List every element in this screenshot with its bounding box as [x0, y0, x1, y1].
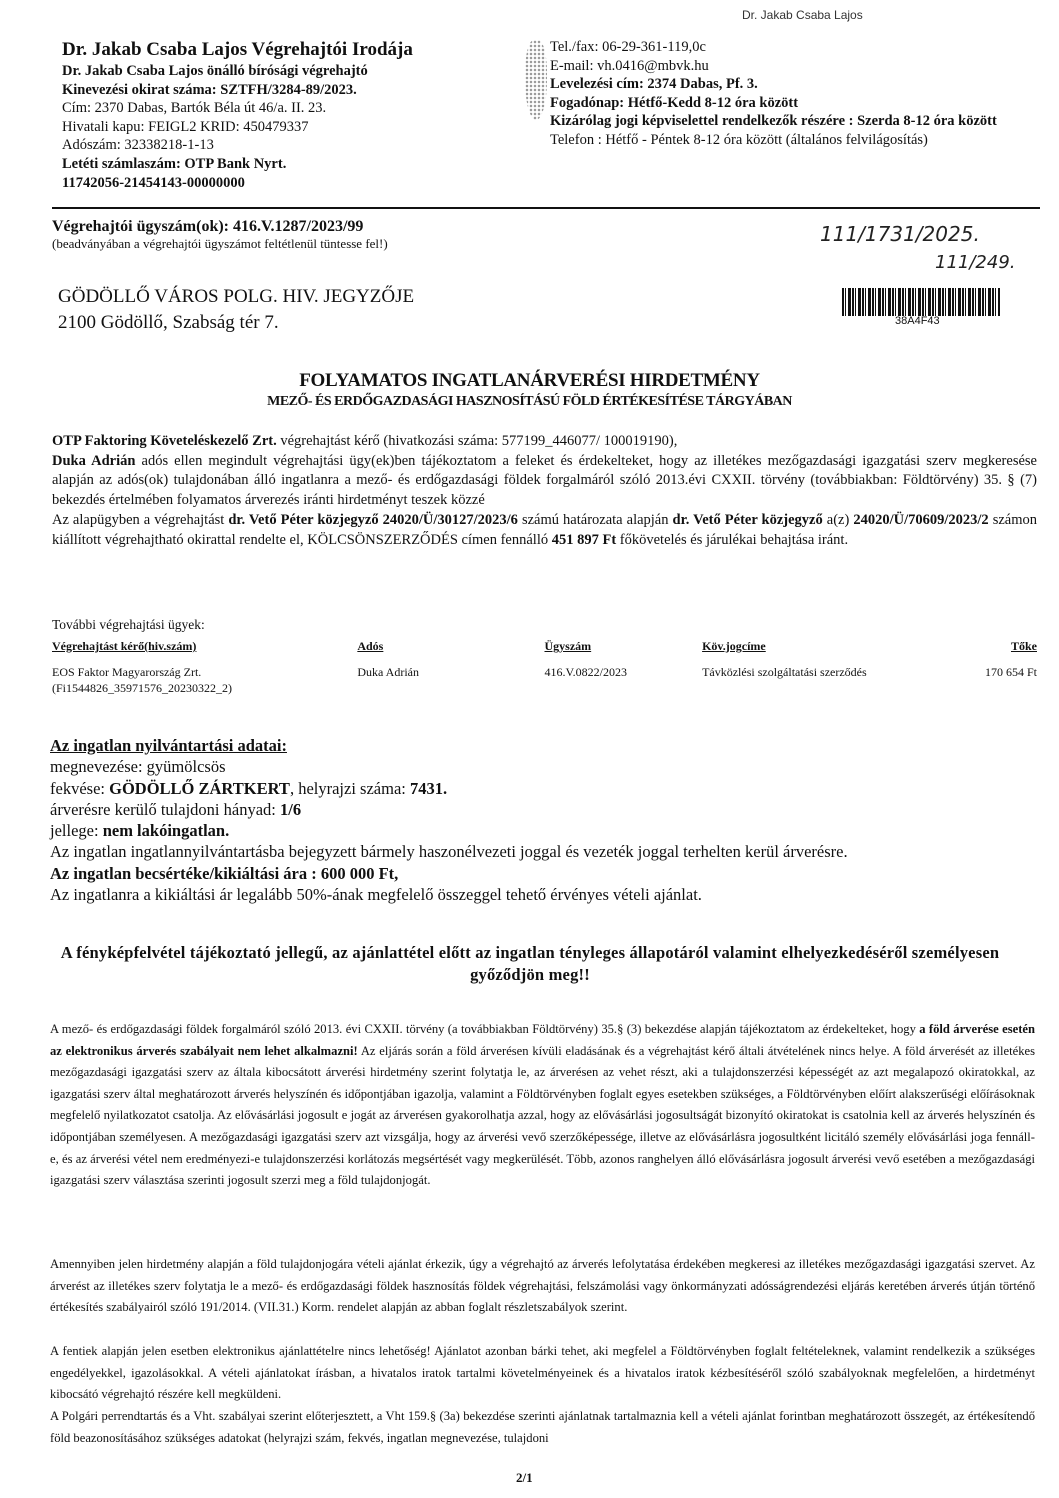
case-number-block: [52, 218, 552, 252]
phone-hours: Telefon : Hétfő - Péntek 8-12 óra között (általános felvilágosítás): [550, 131, 928, 148]
appointment-number: Kinevezési okirat száma: SZTFH/3284-89/2023.: [62, 81, 357, 98]
tax-number: Adószám: 32338218-1-13: [62, 137, 214, 154]
property-data: [50, 735, 1040, 905]
postal-address: Levelezési cím: 2374 Dabas, Pf. 3.: [550, 76, 758, 93]
paragraph-offer-procedure: Amennyiben jelen hirdetmény alapján a föld tulajdonjogára vételi ajánlat érkezik, úgy a végrehajtó az árverés lefolytatása érdekében megkeresi az illetékes mezőgazdasági igazgatási szervet. Az árverést az illetékes szerv folytatja le a mező- és erdőgazdasági földek hasznosítás földek végrehajtási, felszámolási vagy önkormányzati adósságrendezési eljárás keretében árverés útján történő értékesítés szabályairól szóló 191/2014. (VII.31.) Korm. rendelet alapján az abban foglalt részletszabályok szerint.: [50, 1257, 1035, 1315]
creditor-rest: végrehajtást kérő (hivatkozási száma: 577199_446077/ 100019190),: [276, 433, 678, 449]
paragraph-no-electronic: A fentiek alapján jelen esetben elektronikus ajánlattételre nincs lehetőség! Ajánlatot azonban bárki tehet, aki megfelel a Földtörvényben foglalt feltételeknek, valamint rendelkezik a szükséges engedélyekkel, igazolásokkal. A vételi ajánlatokat írásban, a hivatalos iratok tartalmi követelményeinek és a hivatalos iratok kézbesítéséről szóló szabályoknak megfelelően, a hirdetményt kibocsátó végrehajtó részére kell megküldeni.: [50, 1344, 1035, 1402]
legal-hours: Kizárólag jogi képviselettel rendelkezők részére : Szerda 8-12 óra között: [550, 113, 997, 130]
recipient-name: GÖDÖLLŐ VÁROS POLG. HIV. JEGYZŐJE: [58, 286, 415, 307]
further-cases-table: [52, 637, 1037, 698]
property-location: fekvése: GÖDÖLLŐ ZÁRTKERT, helyrajzi száma: 7431.: [50, 778, 448, 798]
reception-hours: Fogadónap: Hétfő-Kedd 8-12 óra között: [550, 94, 799, 111]
debtor-rest: adós ellen megindult végrehajtási ügy(ek)ben tájékoztatom a feleket és érdekelteket, hogy az illetékes mezőgazdasági igazgatási szerv megkeresése alapján az adós(ok) tulajdonában álló ingatlanra a mező- és erdőgazdasági földek forgalmáról szóló 2013.évi CXXII. törvény (továbbiakban: Földtörvény) 35. § (7) bekezdés értelmében folyamatos árverezés iránti hirdetményt teszek közzé: [52, 452, 1037, 509]
gov-gate: Hivatali kapu: FEIGL2 KRID: 450479337: [62, 118, 309, 135]
recipient: [58, 284, 414, 336]
handwritten-sub-number: 111/249.: [935, 252, 1016, 273]
paragraph-offer-contents: A Polgári perrendtartás és a Vht. szabályai szerint előterjesztett, a Vht 159.§ (3a) bekezdése szerinti ajánlatnak tartalmaznia kell a vételi ajánlat forintban meghatározott összegét, az értékesítendő föld beazonosításához szükséges adatokat (helyrajzi szám, fekvés, ingatlan megnevezése, tulajdoni: [50, 1409, 1035, 1445]
received-stamp: Dr. Jakab Csaba Lajos: [742, 8, 863, 22]
photo-notice: A fényképfelvétel tájékoztató jellegű, az ajánlattétel előtt az ingatlan tényleges állapotáról valamint elhelyezkedéséről személyesen győződjön meg!!: [60, 943, 1000, 984]
office-subtitle: Dr. Jakab Csaba Lajos önálló bírósági végrehajtó: [62, 63, 368, 79]
tel-fax: Tel./fax: 06-29-361-119,0c: [550, 39, 706, 55]
col-claim: Köv.jogcíme: [702, 639, 766, 653]
further-cases-label: További végrehajtási ügyek:: [52, 617, 205, 632]
barcode-text: 38A4F43: [895, 315, 940, 327]
account-label: Letéti számlaszám: OTP Bank Nyrt.: [62, 155, 287, 172]
email: E-mail: vh.0416@mbvk.hu: [550, 57, 709, 74]
basis-paragraph: Az alapügyben a végrehajtást dr. Vető Péter közjegyző 24020/Ü/30127/2023/6 számú határozata alapján dr. Vető Péter közjegyző a(z) 24020/Ü/70609/2023/2 számon kiállított végrehajtható okirattal rendelte el, KÖLCSÖNSZERZŐDÉS címen fennálló 451 897 Ft főkövetelés és járulékai behajtása iránt.: [52, 511, 1038, 548]
header-divider: [52, 207, 1040, 209]
debtor: Duka Adrián: [52, 452, 136, 469]
case-number: Végrehajtói ügyszám(ok): 416.V.1287/2023/99: [52, 218, 364, 235]
office-title: Dr. Jakab Csaba Lajos Végrehajtói Irodája: [62, 39, 413, 60]
property-heading: Az ingatlan nyilvántartási adatai:: [50, 736, 287, 755]
barcode: [842, 288, 1000, 316]
table-row: EOS Faktor Magyarország Zrt. (Fi1544826_35971576_20230322_2) Duka Adrián 416.V.0822/2023 Távközlési szolgáltatási szerződés 170 654 Ft: [52, 665, 1037, 695]
col-case: Ügyszám: [544, 639, 592, 653]
coat-of-arms-icon: [525, 40, 547, 120]
account-number: 11742056-21454143-00000000: [62, 174, 245, 191]
office-header: [62, 38, 532, 192]
office-address: Cím: 2370 Dabas, Bartók Béla út 46/a. II. 23.: [62, 100, 327, 117]
recipient-address: 2100 Gödöllő, Szabság tér 7.: [58, 312, 279, 333]
handwritten-reg-number: 111/1731/2025.: [820, 222, 980, 246]
creditor: OTP Faktoring Követeléskezelő Zrt.: [52, 433, 277, 449]
property-name: megnevezése: gyümölcsös: [50, 757, 226, 777]
page-number: 2/1: [516, 1470, 533, 1485]
property-burden: Az ingatlan ingatlannyilvántartásba bejegyzett bármely haszonélvezeti joggal és vezeték joggal terhelten kerül árverésre.: [50, 842, 848, 862]
property-value: Az ingatlan becsértéke/kikiáltási ára : 600 000 Ft,: [50, 863, 399, 883]
property-share: árverésre kerülő tulajdoni hányad: 1/6: [50, 799, 302, 819]
property-type: jellege: nem lakóingatlan.: [50, 821, 230, 841]
title-sub: MEZŐ- ÉS ERDŐGAZDASÁGI HASZNOSÍTÁSÚ FÖLD ÉRTÉKESÍTÉSE TÁRGYÁBAN: [267, 394, 792, 409]
further-cases: [52, 617, 1037, 698]
case-note: (beadványában a végrehajtói ügyszámot feltétlenül tüntesse fel!): [52, 236, 388, 251]
paragraph-land-law: A mező- és erdőgazdasági földek forgalmáról szóló 2013. évi CXXII. törvény (a továbbiakban Földtörvény) 35.§ (3) bekezdése alapján tájékoztatom az érdekelteket, hogy a föld árverése esetén az elektronikus árverés szabályait nem lehet alkalmazni! Az eljárás során a föld árverésen kívüli eladásának és a végrehajtást kérő általi átvételének nincs helye. A föld árverését az illetékes mezőgazdasági igazgatási szerv az általa kibocsátott árverési hirdetmény szerint folytatja le, az árverésen az vehet részt, aki a tulajdonszerzési képességét az azt megalapozó okiratokkal, az igazgatási szerv által meghatározott árverés helyszínén és időpontjában igazolja, valamint a Földtörvényben foglalt egyes esetekben szükséges, a Földtörvényben előírt alakszerűségi előírásoknak megfelelő nyilatkozatot csatolja. Az elővásárlási jogosult e jogát az árverésen gyakorolhatja azzal, hogy az elővásárlási jogosultságát bizonyító okiratokat is csatolnia kell az árverés helyszínén és időpontjában személyesen. A mezőgazdasági igazgatási szerv azt vizsgálja, hogy az árverési vevő szerzőképessége, illetve az elővásárlásra jogosultként licitáló személy elővásárlási joga fennáll-e, és az árverési vétel nem eredményezi-e tulajdonszerzési korlátozás megsértését vagy megkerülését. Több, azonos ranghelyen álló elővásárlásra jogosult árverési vevő esetében a mezőgazdasági igazgatási szerv választása szerinti jogosult szerzi meg a föld tulajdonjogát.: [50, 1022, 1035, 1188]
col-debtor: Adós: [357, 639, 384, 653]
intro-text: [52, 432, 1037, 550]
title-main: FOLYAMATOS INGATLANÁRVERÉSI HIRDETMÉNY: [299, 370, 760, 391]
contact-block: [550, 38, 1040, 150]
property-bid: Az ingatlanra a kikiáltási ár legalább 50%-ának megfelelő összeggel tehető érvényes vételi ajánlat.: [50, 885, 702, 905]
col-creditor: Végrehajtást kérő(hiv.szám): [52, 639, 197, 653]
col-principal: Tőke: [1010, 639, 1037, 653]
document-title: [0, 370, 1059, 410]
